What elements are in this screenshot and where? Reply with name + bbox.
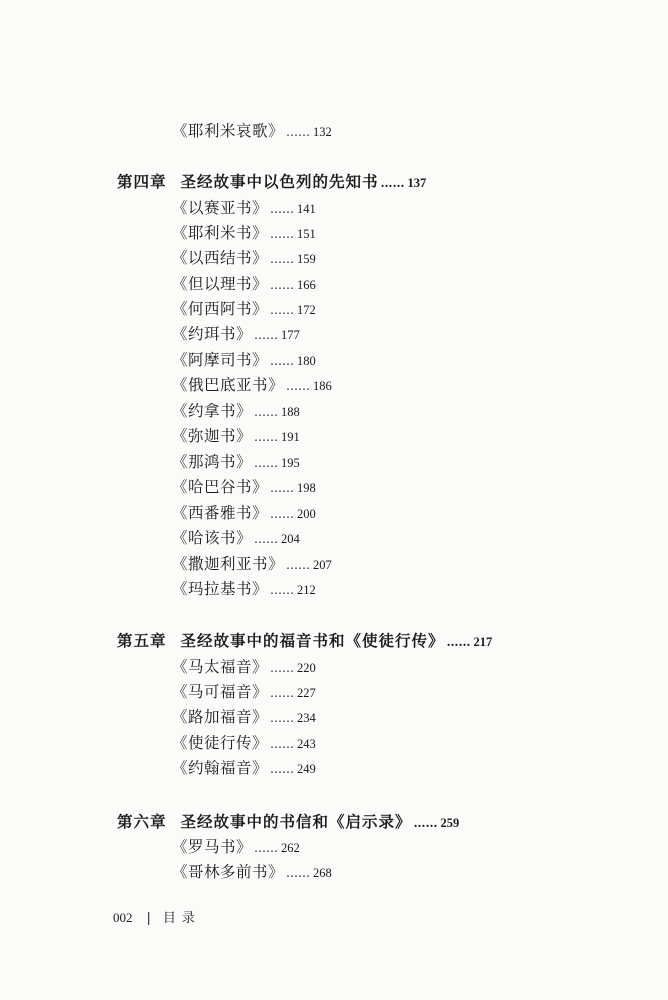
leader-dots: …… (270, 661, 295, 675)
entry-title: 《耶利米书》 (172, 224, 269, 242)
entry-title: 《以赛亚书》 (172, 199, 269, 217)
chapter-title: 圣经故事中的书信和《启示录》 (180, 812, 412, 831)
leader-dots: …… (270, 278, 295, 292)
entry-title: 《耶利米哀歌》 (172, 122, 285, 140)
entry-page: 172 (297, 303, 316, 317)
leader-dots: …… (254, 456, 279, 470)
entry-page: 227 (297, 686, 316, 700)
leader-dots: …… (254, 841, 279, 855)
toc-entry (172, 426, 300, 447)
entry-page: 243 (297, 737, 316, 751)
leader-dots: …… (254, 532, 279, 546)
entry-page: 204 (281, 532, 300, 546)
entry-title: 《马可福音》 (172, 683, 269, 701)
toc-entry (172, 837, 300, 858)
entry-title: 《弥迦书》 (172, 427, 253, 445)
entry-page: 207 (313, 558, 332, 572)
leader-dots: …… (286, 379, 311, 393)
entry-page: 249 (297, 762, 316, 776)
entry-page: 132 (313, 125, 332, 139)
chapter-number: 第五章 (117, 631, 167, 650)
leader-dots: …… (286, 866, 311, 880)
entry-title: 《撒迦利亚书》 (172, 555, 285, 573)
leader-dots: …… (270, 227, 295, 241)
leader-dots: …… (270, 252, 295, 266)
leader-dots: …… (270, 583, 295, 597)
entry-page: 195 (281, 456, 300, 470)
toc-entry (172, 758, 316, 779)
entry-title: 《何西阿书》 (172, 300, 269, 318)
entry-title: 《约拿书》 (172, 402, 253, 420)
entry-title: 《使徒行传》 (172, 734, 269, 752)
leader-dots: …… (413, 816, 438, 830)
entry-page: 166 (297, 278, 316, 292)
entry-title: 《西番雅书》 (172, 504, 269, 522)
toc-entry (172, 248, 316, 269)
footer-separator: | (146, 911, 151, 926)
leader-dots: …… (286, 125, 311, 139)
leader-dots: …… (254, 430, 279, 444)
leader-dots: …… (270, 481, 295, 495)
entry-page: 212 (297, 583, 316, 597)
entry-title: 《哥林多前书》 (172, 863, 285, 881)
toc-entry (172, 274, 316, 295)
entry-page: 188 (281, 405, 300, 419)
toc-entry (172, 223, 316, 244)
toc-entry (172, 299, 316, 320)
entry-page: 234 (297, 711, 316, 725)
entry-page: 180 (297, 354, 316, 368)
toc-entry (172, 579, 316, 600)
toc-entry (172, 733, 316, 754)
chapter-heading (117, 812, 459, 833)
entry-title: 《约翰福音》 (172, 759, 269, 777)
toc-entry (172, 707, 316, 728)
entry-title: 《俄巴底亚书》 (172, 376, 285, 394)
entry-title: 《哈巴谷书》 (172, 478, 269, 496)
entry-page: 151 (297, 227, 316, 241)
leader-dots: …… (254, 405, 279, 419)
footer-label: 目录 (162, 911, 201, 926)
entry-title: 《以西结书》 (172, 249, 269, 267)
leader-dots: …… (254, 328, 279, 342)
chapter-title: 圣经故事中以色列的先知书 (180, 172, 379, 191)
entry-title: 《约珥书》 (172, 325, 253, 343)
entry-page: 141 (297, 202, 316, 216)
toc-entry (172, 862, 332, 883)
leader-dots: …… (286, 558, 311, 572)
chapter-number: 第六章 (117, 812, 167, 831)
leader-dots: …… (270, 354, 295, 368)
entry-page: 220 (297, 661, 316, 675)
leader-dots: …… (270, 711, 295, 725)
entry-title: 《马太福音》 (172, 658, 269, 676)
leader-dots: …… (270, 202, 295, 216)
toc-entry (172, 375, 332, 396)
chapter-number: 第四章 (117, 172, 167, 191)
entry-page: 186 (313, 379, 332, 393)
leader-dots: …… (270, 507, 295, 521)
entry-title: 《路加福音》 (172, 708, 269, 726)
toc-entry (172, 350, 316, 371)
entry-page: 159 (297, 252, 316, 266)
entry-title: 《阿摩司书》 (172, 351, 269, 369)
chapter-title: 圣经故事中的福音书和《使徒行传》 (180, 631, 445, 650)
entry-page: 177 (281, 328, 300, 342)
toc-entry (172, 477, 316, 498)
entry-title: 《但以理书》 (172, 275, 269, 293)
toc-entry (172, 452, 300, 473)
leader-dots: …… (270, 737, 295, 751)
toc-entry (172, 682, 316, 703)
toc-entry (172, 528, 300, 549)
leader-dots: …… (380, 176, 405, 190)
page-footer (113, 907, 201, 926)
toc-entry (172, 401, 300, 422)
entry-title: 《罗马书》 (172, 838, 253, 856)
chapter-heading (117, 631, 492, 652)
entry-page: 191 (281, 430, 300, 444)
leader-dots: …… (270, 303, 295, 317)
entry-page: 198 (297, 481, 316, 495)
entry-page: 200 (297, 507, 316, 521)
toc-entry (172, 324, 300, 345)
chapter-heading (117, 172, 426, 193)
footer-page-number: 002 (113, 910, 133, 925)
chapter-page: 217 (473, 635, 493, 649)
toc-entry (172, 121, 332, 142)
leader-dots: …… (270, 686, 295, 700)
toc-entry (172, 554, 332, 575)
leader-dots: …… (446, 635, 471, 649)
entry-title: 《哈该书》 (172, 529, 253, 547)
entry-page: 268 (313, 866, 332, 880)
toc-entry (172, 657, 316, 678)
entry-title: 《那鸿书》 (172, 453, 253, 471)
chapter-page: 137 (407, 176, 427, 190)
chapter-page: 259 (440, 816, 460, 830)
leader-dots: …… (270, 762, 295, 776)
entry-title: 《玛拉基书》 (172, 580, 269, 598)
toc-entry (172, 503, 316, 524)
toc-entry (172, 198, 316, 219)
entry-page: 262 (281, 841, 300, 855)
